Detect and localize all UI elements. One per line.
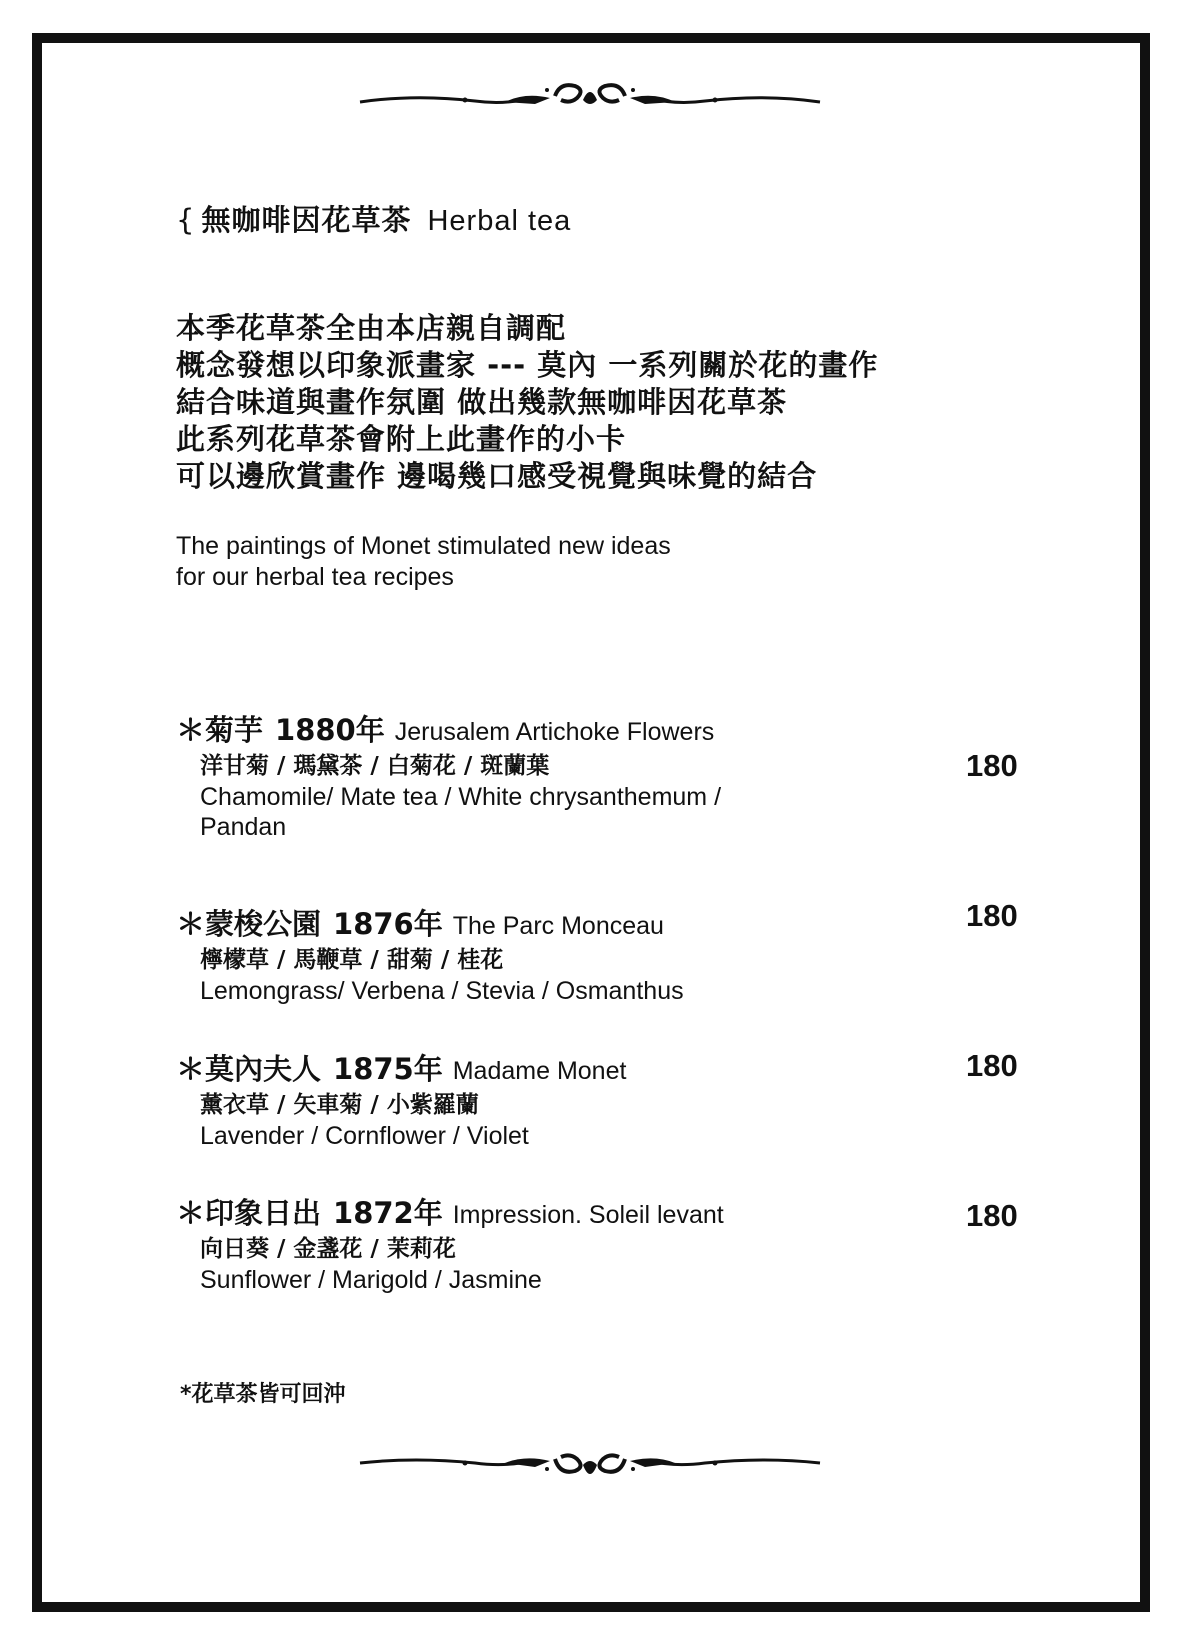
item-heading [176,712,1016,750]
intro-zh-line: 結合味道與畫作氛圍 做出幾款無咖啡因花草茶 [176,385,788,419]
item-heading [176,1195,1016,1233]
item-name-zh: ＊菊芋 [176,713,264,747]
title-bracket: { [176,203,196,237]
intro-zh-line: 概念發想以印象派畫家 --- 莫內 一系列關於花的畫作 [176,348,879,382]
intro-en-line: The paintings of Monet stimulated new ideas [176,532,671,560]
item-heading [176,906,1016,944]
item-price: 180 [966,1048,1018,1083]
intro-chinese [176,310,878,495]
item-name-en: Impression. Soleil levant [452,1201,724,1229]
menu-item [176,1195,1016,1295]
refill-note: *花草茶皆可回沖 [180,1382,346,1407]
menu-item [176,712,1016,842]
item-ingredients-en: Lavender / Cornflower / Violet [200,1122,529,1150]
intro-zh-line: 此系列花草茶會附上此畫作的小卡 [176,422,627,456]
menu-item [176,906,1016,1006]
intro-en-line: for our herbal tea recipes [176,563,454,591]
item-name-en: Jerusalem Artichoke Flowers [394,718,715,746]
item-name-en: Madame Monet [452,1057,627,1085]
item-price: 180 [966,748,1018,783]
item-ingredients-zh: 檸檬草 / 馬鞭草 / 甜菊 / 桂花 [200,947,504,973]
item-ingredients-en: Lemongrass/ Verbena / Stevia / Osmanthus [200,977,684,1005]
intro-english [176,531,671,593]
item-ingredients-en: Chamomile/ Mate tea / White chrysanthemum / Pandan [200,783,722,841]
item-price: 180 [966,898,1018,933]
item-name-zh: ＊蒙梭公園 [176,907,322,941]
item-name-zh: ＊印象日出 [176,1196,322,1230]
item-ingredients-zh: 洋甘菊 / 瑪黛茶 / 白菊花 / 斑蘭葉 [200,753,550,779]
title-en: Herbal tea [427,205,572,237]
item-year: 1872年 [333,1196,443,1230]
menu-item [176,1051,1016,1151]
item-ingredients-en: Sunflower / Marigold / Jasmine [200,1266,542,1294]
item-year: 1875年 [333,1052,443,1086]
intro-zh-line: 可以邊欣賞畫作 邊喝幾口感受視覺與味覺的結合 [176,459,818,493]
item-ingredients-zh: 薰衣草 / 矢車菊 / 小紫羅蘭 [200,1092,479,1118]
item-year: 1880年 [275,713,385,747]
intro-zh-line: 本季花草茶全由本店親自調配 [176,311,567,345]
item-year: 1876年 [333,907,443,941]
flourish-ornament-bottom-icon [355,1445,825,1493]
item-name-en: The Parc Monceau [452,912,664,940]
flourish-ornament-top-icon [355,74,825,122]
title-zh: 無咖啡因花草茶 [201,203,412,237]
item-name-zh: ＊莫內夫人 [176,1052,322,1086]
item-price: 180 [966,1198,1018,1233]
section-title [176,198,571,239]
item-heading [176,1051,1016,1089]
item-ingredients-zh: 向日葵 / 金盞花 / 茉莉花 [200,1236,456,1262]
